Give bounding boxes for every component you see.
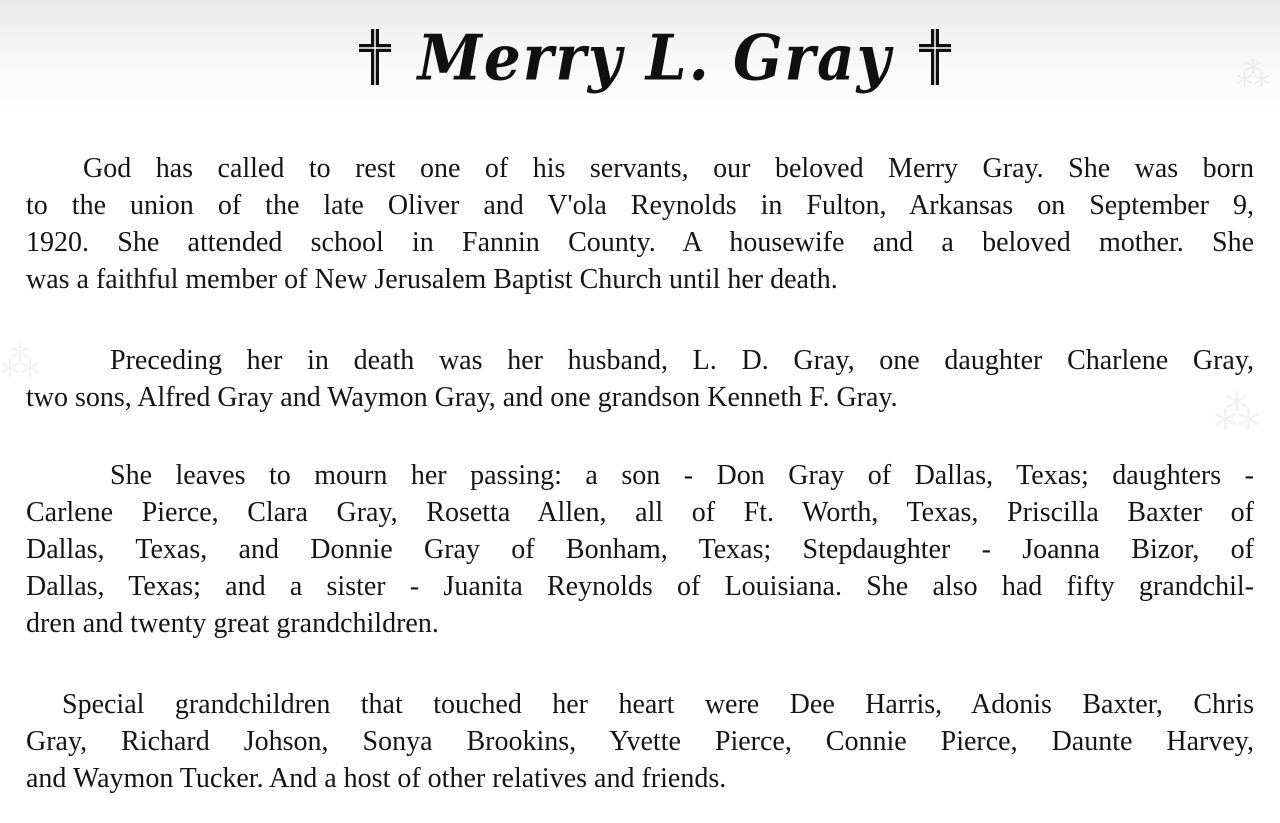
text-line: Dallas, Texas, and Donnie Gray of Bonham, Texas; Stepdaughter - Joanna Bizor, of — [26, 534, 1254, 565]
text-line: dren and twenty great grandchildren. — [26, 608, 439, 639]
text-line: was a faithful member of New Jerusalem Baptist Church until her death. — [26, 264, 838, 295]
text-line: Preceding her in death was her husband, L. D. Gray, one daughter Charlene Gray, — [110, 345, 1254, 376]
biography-paragraph — [26, 150, 1254, 298]
bleed-through-mark: ⁂ — [0, 340, 40, 386]
special-grandchildren-paragraph — [26, 686, 1254, 797]
bleed-through-mark: ⁂ — [1236, 55, 1270, 95]
deceased-name: Merry L. Gray — [417, 21, 893, 95]
text-line: and Waymon Tucker. And a host of other relatives and friends. — [26, 763, 727, 794]
text-line: Carlene Pierce, Clara Gray, Rosetta Allen, all of Ft. Worth, Texas, Priscilla Baxter of — [26, 497, 1254, 528]
cross-icon — [916, 27, 954, 89]
cross-icon — [356, 27, 394, 89]
text-line: Gray, Richard Johson, Sonya Brookins, Yvette Pierce, Connie Pierce, Daunte Harvey, — [26, 726, 1254, 757]
text-line: God has called to rest one of his servants, our beloved Merry Gray. She was born — [83, 153, 1254, 184]
text-line: 1920. She attended school in Fannin County. A housewife and a beloved mother. She — [26, 227, 1254, 258]
survivors-paragraph — [26, 457, 1254, 642]
preceded-in-death-paragraph — [26, 342, 1254, 416]
text-line: to the union of the late Oliver and V'ola Reynolds in Fulton, Arkansas on September 9, — [26, 190, 1254, 221]
text-line: Special grandchildren that touched her heart were Dee Harris, Adonis Baxter, Chris — [62, 689, 1254, 720]
text-line: Dallas, Texas; and a sister - Juanita Reynolds of Louisiana. She also had fifty grandchil- — [26, 571, 1254, 602]
bleed-through-mark: ⁂ — [1214, 385, 1260, 439]
text-line: two sons, Alfred Gray and Waymon Gray, and one grandson Kenneth F. Gray. — [26, 382, 898, 413]
obituary-title — [0, 21, 1280, 95]
text-line: She leaves to mourn her passing: a son - Don Gray of Dallas, Texas; daughters - — [110, 460, 1254, 491]
